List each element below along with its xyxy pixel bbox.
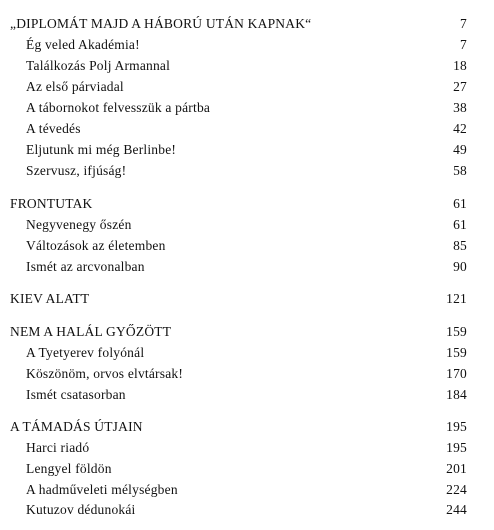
- page-number: 224: [446, 482, 467, 497]
- chapter-row: [0, 14, 494, 34]
- chapter-row: [0, 322, 494, 342]
- entry-title: Ismét csatasorban: [26, 387, 126, 402]
- toc-entry: [0, 35, 494, 55]
- page-number: 195: [446, 419, 467, 434]
- page-number: 184: [446, 387, 467, 402]
- page-number: 90: [453, 259, 467, 274]
- entry-title: A tábornokot felvesszük a pártba: [26, 100, 211, 115]
- chapter-row: [0, 289, 494, 309]
- page-number: 7: [460, 16, 467, 31]
- chapter-title: A TÁMADÁS ÚTJAIN: [10, 419, 143, 434]
- page-number: 38: [453, 100, 467, 115]
- toc-entry: [0, 77, 494, 97]
- entry-title: Változások az életemben: [26, 238, 166, 253]
- page-number: 85: [453, 238, 467, 253]
- toc-entry: [0, 215, 494, 235]
- toc-entry: [0, 140, 494, 160]
- toc-entry: [0, 236, 494, 256]
- toc-entry: [0, 364, 494, 384]
- toc-entry: [0, 119, 494, 139]
- toc-entry: [0, 480, 494, 500]
- chapter-title: FRONTUTAK: [10, 196, 93, 211]
- toc-entry: [0, 257, 494, 277]
- entry-title: Ismét az arcvonalban: [26, 259, 145, 274]
- page-number: 61: [453, 217, 467, 232]
- toc-entry: [0, 385, 494, 405]
- entry-title: Köszönöm, orvos elvtársak!: [26, 366, 184, 381]
- page-number: 49: [453, 142, 467, 157]
- entry-title: Kutuzov dédunokái: [26, 502, 136, 517]
- entry-title: Negyvenegy őszén: [26, 217, 132, 232]
- toc-entry: [0, 459, 494, 479]
- toc-entry: [0, 438, 494, 458]
- toc-entry: [0, 343, 494, 363]
- entry-title: Az első párviadal: [26, 79, 124, 94]
- entry-title: Harci riadó: [26, 440, 90, 455]
- chapter-title: NEM A HALÁL GYŐZÖTT: [10, 324, 172, 339]
- page-number: 7: [460, 37, 467, 52]
- toc-entry: [0, 98, 494, 118]
- toc-entry: [0, 500, 494, 520]
- entry-title: Találkozás Polj Armannal: [26, 58, 171, 73]
- entry-title: Lengyel földön: [26, 461, 112, 476]
- chapter-row: [0, 417, 494, 437]
- page-number: 42: [453, 121, 467, 136]
- toc-entry: [0, 56, 494, 76]
- page-number: 170: [446, 366, 467, 381]
- entry-title: Ég veled Akadémia!: [26, 37, 140, 52]
- page-number: 159: [446, 324, 467, 339]
- page-number: 121: [446, 291, 467, 306]
- page-number: 61: [453, 196, 467, 211]
- page-number: 18: [453, 58, 467, 73]
- entry-title: Eljutunk mi még Berlinbe!: [26, 142, 177, 157]
- page-number: 58: [453, 163, 467, 178]
- entry-title: A Tyetyerev folyónál: [26, 345, 145, 360]
- page-number: 201: [446, 461, 467, 476]
- entry-title: A hadműveleti mélységben: [26, 482, 178, 497]
- entry-title: Szervusz, ifjúság!: [26, 163, 127, 178]
- page-number: 195: [446, 440, 467, 455]
- toc-entry: [0, 161, 494, 181]
- page-number: 27: [453, 79, 467, 94]
- page-number: 159: [446, 345, 467, 360]
- chapter-row: [0, 194, 494, 214]
- chapter-title: KIEV ALATT: [10, 291, 90, 306]
- page-number: 244: [446, 502, 467, 517]
- entry-title: A tévedés: [26, 121, 81, 136]
- chapter-title: „DIPLOMÁT MAJD A HÁBORÚ UTÁN KAPNAK“: [10, 16, 312, 31]
